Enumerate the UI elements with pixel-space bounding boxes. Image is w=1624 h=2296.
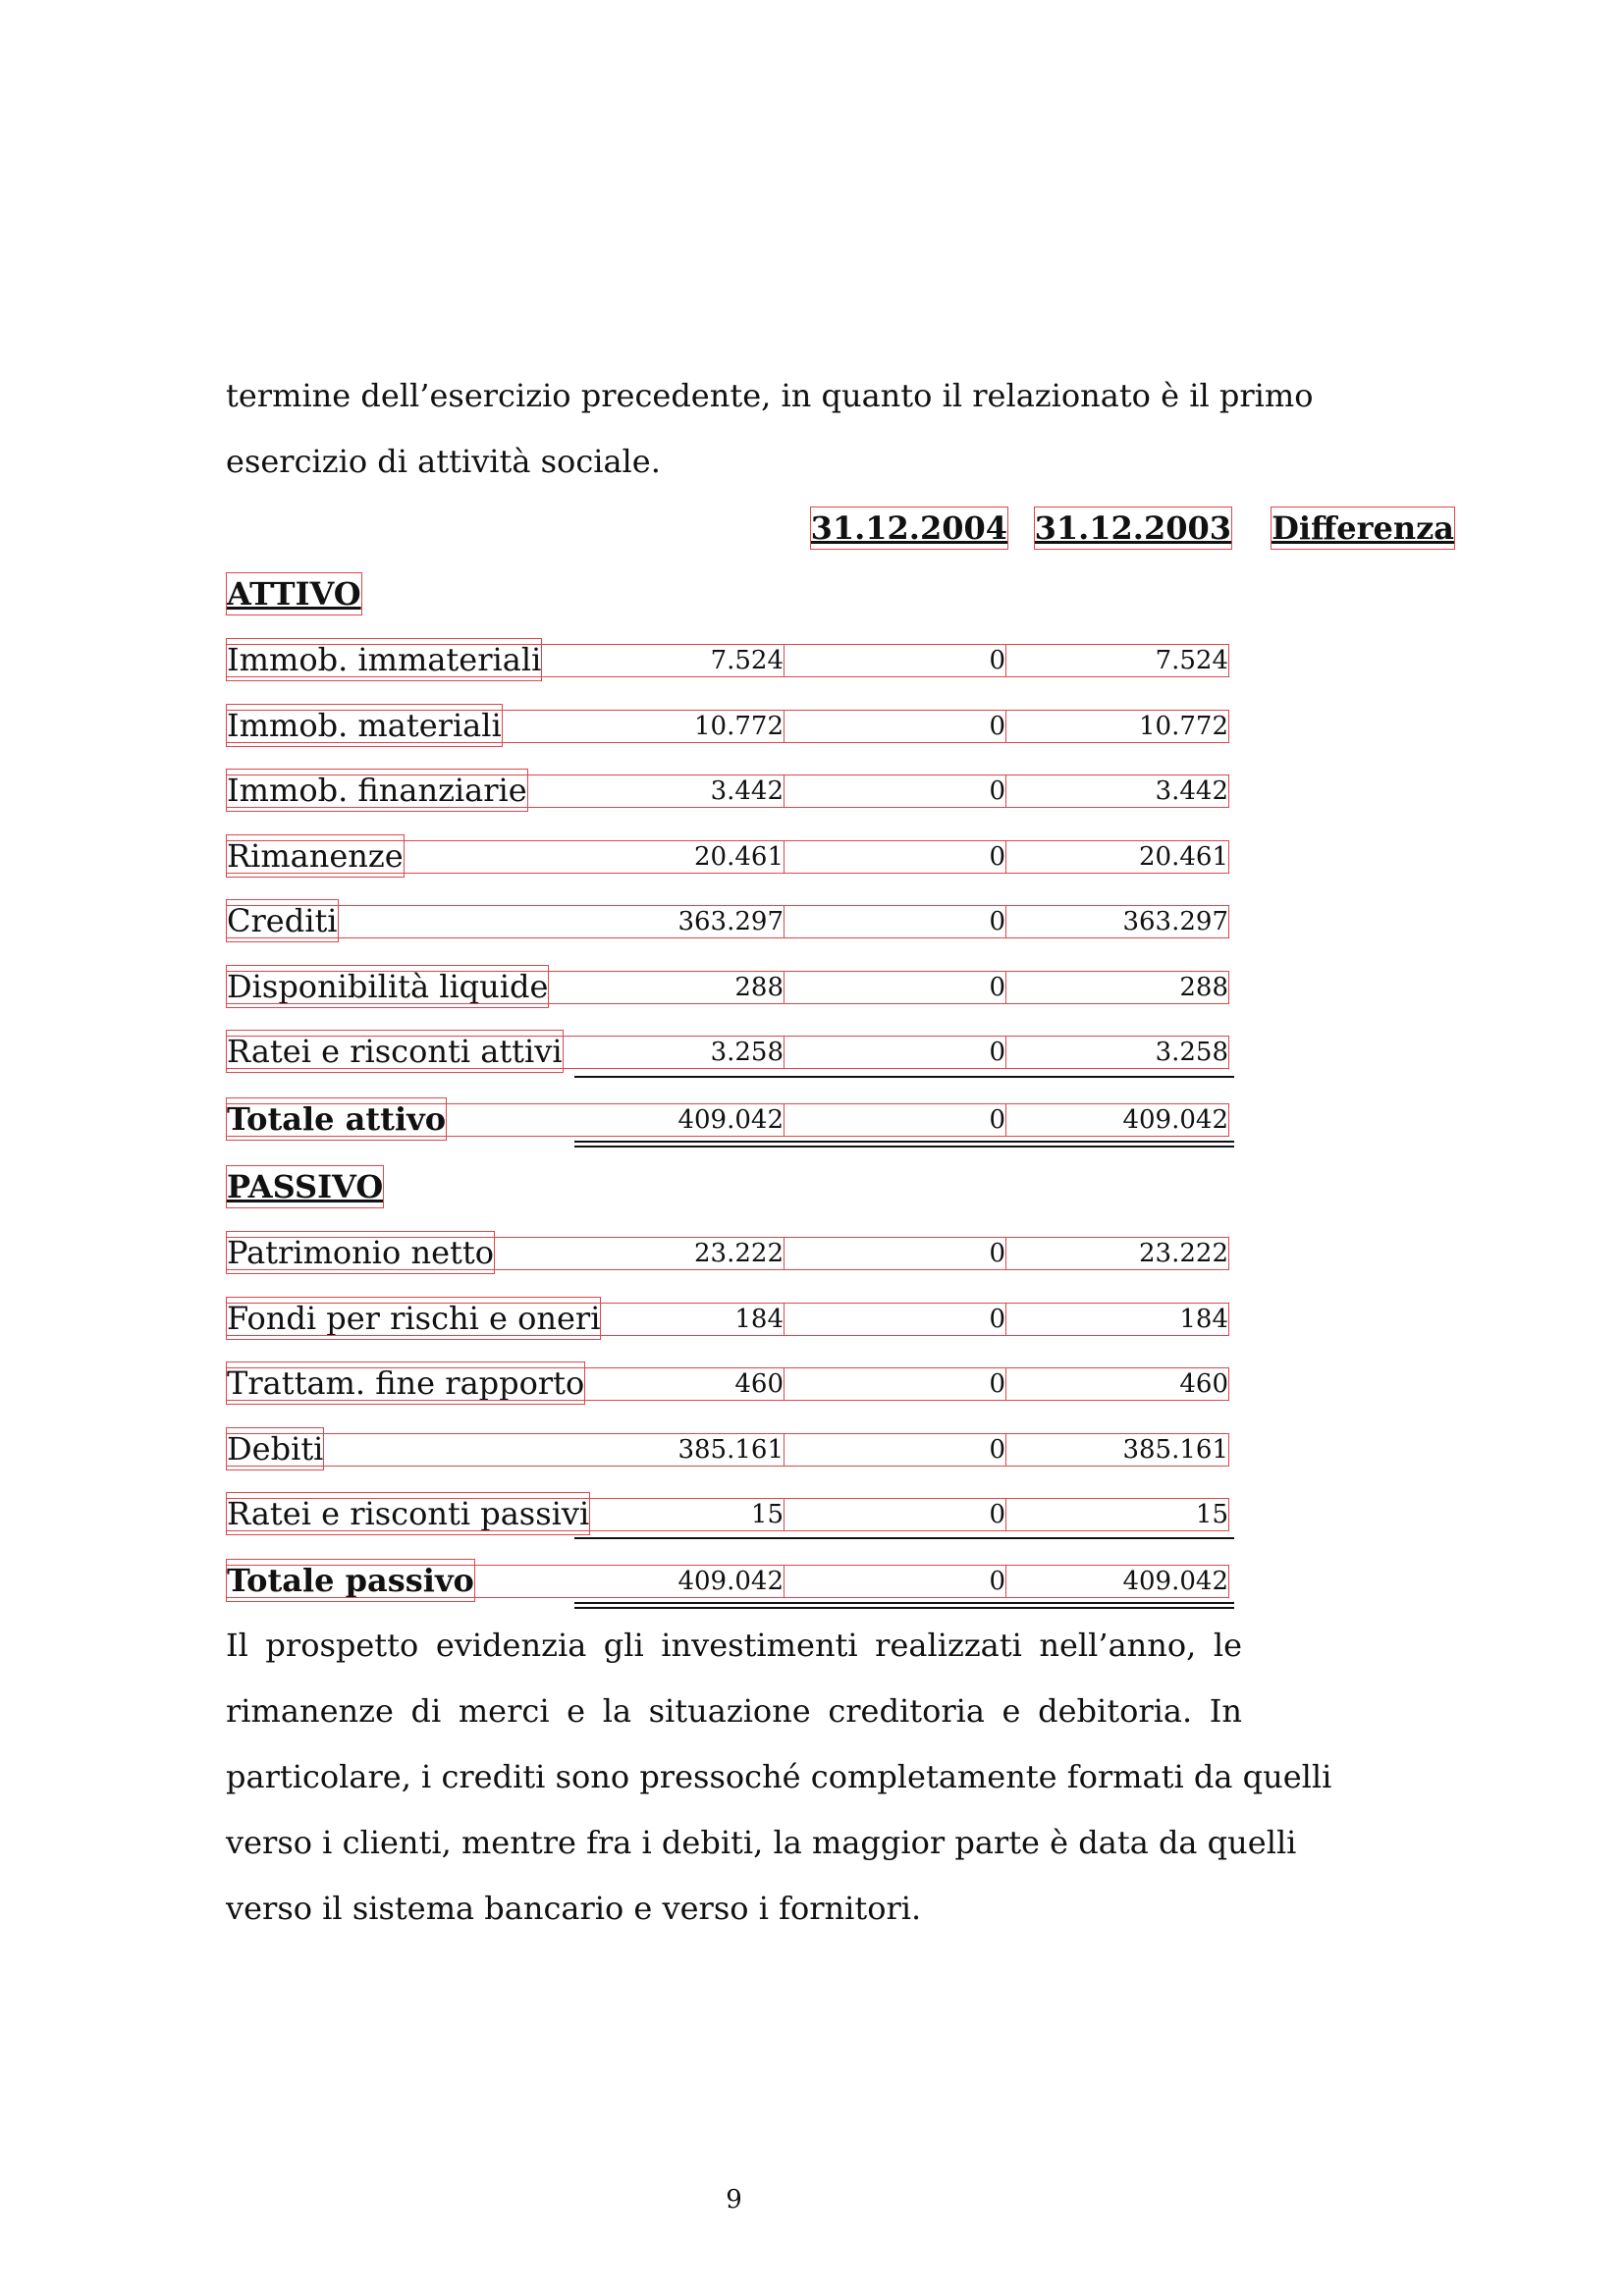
value-2003: 0 (226, 840, 1006, 874)
header-2003: 31.12.2003 (1034, 507, 1232, 550)
closing-line-5: verso il sistema bancario e verso i fornitori. (226, 1890, 922, 1927)
value-2003: 0 (226, 644, 1006, 677)
value-2004: 184 (226, 1303, 785, 1336)
value-2003: 0 (226, 1367, 1006, 1401)
page-number: 9 (726, 2185, 742, 2215)
total-attivo-label: Totale attivo (226, 1097, 447, 1141)
value-diff: 10.772 (226, 710, 1229, 743)
value-2003: 0 (226, 1303, 1006, 1336)
total-passivo-2003: 0 (226, 1565, 1006, 1598)
value-diff: 460 (226, 1367, 1229, 1401)
value-2004: 3.258 (226, 1036, 785, 1069)
table-row (226, 704, 1237, 753)
value-2003: 0 (226, 710, 1006, 743)
value-2004: 3.442 (226, 774, 785, 808)
row-label: Fondi per rischi e oneri (226, 1297, 601, 1340)
value-2004: 288 (226, 971, 785, 1004)
passivo-subtotal-rule (574, 1537, 1234, 1539)
intro-paragraph (226, 363, 1314, 495)
value-diff: 23.222 (226, 1237, 1229, 1270)
closing-line-2: rimanenze di merci e la situazione creditoria e debitoria. In (226, 1692, 1242, 1730)
value-2003: 0 (226, 971, 1006, 1004)
value-diff: 184 (226, 1303, 1229, 1336)
attivo-subtotal-rule (574, 1076, 1234, 1078)
table-row (226, 1030, 1237, 1079)
section-attivo (226, 572, 1237, 621)
value-2003: 0 (226, 1237, 1006, 1270)
value-2004: 7.524 (226, 644, 785, 677)
value-2004: 460 (226, 1367, 785, 1401)
value-diff: 385.161 (226, 1433, 1229, 1467)
table-row (226, 1492, 1237, 1541)
table-row (226, 965, 1237, 1014)
intro-line-1: termine dell’esercizio precedente, in quanto il relazionato è il primo (226, 377, 1314, 414)
value-2003: 0 (226, 905, 1006, 938)
closing-line-4: verso i clienti, mentre fra i debiti, la maggior parte è data da quelli (226, 1824, 1297, 1861)
value-2004: 363.297 (226, 905, 785, 938)
section-title-attivo: ATTIVO (226, 572, 362, 615)
value-diff: 20.461 (226, 840, 1229, 874)
total-passivo-row (226, 1559, 1237, 1608)
attivo-total-double-rule (574, 1141, 1234, 1143)
value-2004: 15 (226, 1498, 785, 1531)
table-row (226, 1231, 1237, 1280)
value-diff: 7.524 (226, 644, 1229, 677)
table-row (226, 769, 1237, 818)
row-label: Immob. finanziarie (226, 769, 528, 812)
value-2003: 0 (226, 774, 1006, 808)
value-diff: 15 (226, 1498, 1229, 1531)
total-attivo-2004: 409.042 (226, 1103, 785, 1137)
header-2004: 31.12.2004 (810, 507, 1008, 550)
row-label: Trattam. fine rapporto (226, 1362, 585, 1405)
total-attivo-2003: 0 (226, 1103, 1006, 1137)
row-label: Immob. immateriali (226, 638, 542, 681)
value-diff: 3.258 (226, 1036, 1229, 1069)
header-differenza: Differenza (1271, 507, 1455, 550)
closing-line-3: particolare, i crediti sono pressoché completamente formati da quelli (226, 1758, 1332, 1795)
total-attivo-diff: 409.042 (226, 1103, 1229, 1137)
row-label: Ratei e risconti attivi (226, 1030, 564, 1073)
section-passivo (226, 1165, 1237, 1214)
row-label: Patrimonio netto (226, 1231, 495, 1274)
closing-paragraph (226, 1613, 1332, 1942)
value-2003: 0 (226, 1036, 1006, 1069)
table-row (226, 1362, 1237, 1411)
value-2004: 10.772 (226, 710, 785, 743)
total-passivo-label: Totale passivo (226, 1559, 475, 1602)
table-row (226, 638, 1237, 687)
value-2003: 0 (226, 1433, 1006, 1467)
value-diff: 363.297 (226, 905, 1229, 938)
total-passivo-2004: 409.042 (226, 1565, 785, 1598)
row-label: Crediti (226, 899, 339, 942)
intro-line-2: esercizio di attività sociale. (226, 443, 661, 480)
passivo-total-double-rule (574, 1602, 1234, 1604)
table-header-row (226, 507, 1454, 556)
value-2004: 20.461 (226, 840, 785, 874)
row-label: Debiti (226, 1427, 324, 1470)
total-attivo-row (226, 1097, 1237, 1147)
table-row (226, 834, 1237, 883)
section-title-passivo: PASSIVO (226, 1165, 384, 1208)
row-label: Rimanenze (226, 834, 405, 878)
row-label: Disponibilità liquide (226, 965, 549, 1008)
value-2004: 385.161 (226, 1433, 785, 1467)
value-diff: 3.442 (226, 774, 1229, 808)
value-2003: 0 (226, 1498, 1006, 1531)
closing-line-1: Il prospetto evidenzia gli investimenti realizzati nell’anno, le (226, 1627, 1242, 1664)
row-label: Ratei e risconti passivi (226, 1492, 590, 1535)
row-label: Immob. materiali (226, 704, 503, 747)
table-row (226, 1427, 1237, 1476)
value-2004: 23.222 (226, 1237, 785, 1270)
value-diff: 288 (226, 971, 1229, 1004)
table-row (226, 1297, 1237, 1346)
total-passivo-diff: 409.042 (226, 1565, 1229, 1598)
table-row (226, 899, 1237, 948)
